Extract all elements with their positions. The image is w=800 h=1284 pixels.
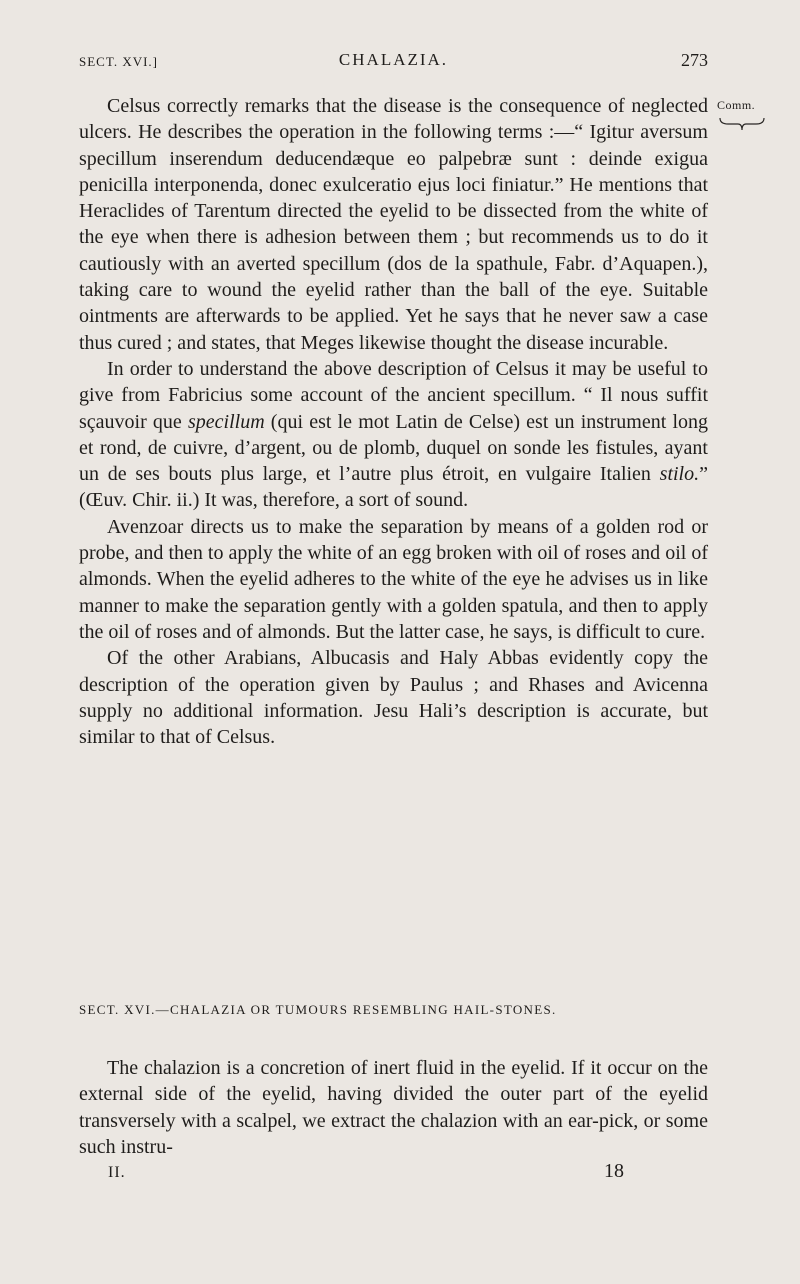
header-section-ref: SECT. XVI.] — [79, 54, 159, 69]
paragraph-2-part: (qui est le mot Latin de Celse) est un instrument long et rond, de cuivre, d’argent, ou de plomb, duquel on sonde les fistules, ayant un de ses bouts plus large, et l’autre plus étroit, en vulgaire Italien — [79, 410, 708, 486]
paragraph-2-part: ” (Œuv. Chir. ii.) It was, therefore, a sort of sound. — [79, 463, 708, 512]
signature-mark: II. — [108, 1164, 126, 1181]
section-paragraph: The chalazion is a concretion of inert fluid in the eyelid. If it occur on the external side of the eyelid, having divided the outer part of the eyelid transversely with a scalpel, we extract the chalazion with an ear-pick, or some such instru- — [79, 1057, 708, 1158]
italic-term: specillum — [187, 410, 265, 433]
margin-brace — [718, 116, 766, 132]
paragraph-2-part: In order to understand the above description of Celsus it may be useful to give from Fabricius some account of the ancient specillum. “ Il nous suffit sçauvoir que — [79, 357, 708, 433]
section-text-block — [79, 1055, 708, 1160]
paragraph-4: Of the other Arabians, Albucasis and Haly Abbas evidently copy the description of the operation given by Paulus ; and Rhases and Avicenna supply no additional information. Jesu Hali’s description is accurate, but similar to that of Celsus. — [79, 647, 708, 749]
paragraph-2 — [79, 356, 708, 514]
body-text-block — [79, 93, 708, 750]
header-title: CHALAZIA. — [338, 50, 449, 69]
signature-number: 18 — [604, 1160, 624, 1182]
margin-note: Comm. — [717, 98, 756, 112]
page-number: 273 — [681, 50, 708, 70]
running-header — [79, 50, 708, 76]
paragraph-3: Avenzoar directs us to make the separation by means of a golden rod or probe, and then to apply the white of an egg broken with oil of roses and oil of almonds. When the eyelid adheres to the white of the eye he advises us in like manner to make the separation gently with a golden spatula, and then to apply the oil of roses and of almonds. But the latter case, he says, is difficult to cure. — [79, 515, 708, 643]
section-heading: SECT. XVI.—CHALAZIA OR TUMOURS RESEMBLING HAIL-STONES. — [79, 1002, 557, 1017]
paragraph-1: Celsus correctly remarks that the disease is the consequence of neglected ulcers. He describes the operation in the following terms :—“ Igitur aversum specillum inserendum deducendæque eo palpebræ sunt : deinde exigua penicilla interponenda, donec exulceratio ejus loci finiatur.” He mentions that Heraclides of Tarentum directed the eyelid to be dissected from the white of the eye when there is adhesion between them ; but recommends us to do it cautiously with an averted specillum (dos de la spathule, Fabr. d’Aquapen.), taking care to wound the eyelid rather than the ball of the eye. Suitable ointments are afterwards to be applied. Yet he says that he never saw a case thus cured ; and states, that Meges likewise thought the disease incurable. — [79, 95, 708, 354]
italic-term: stilo. — [659, 463, 700, 486]
